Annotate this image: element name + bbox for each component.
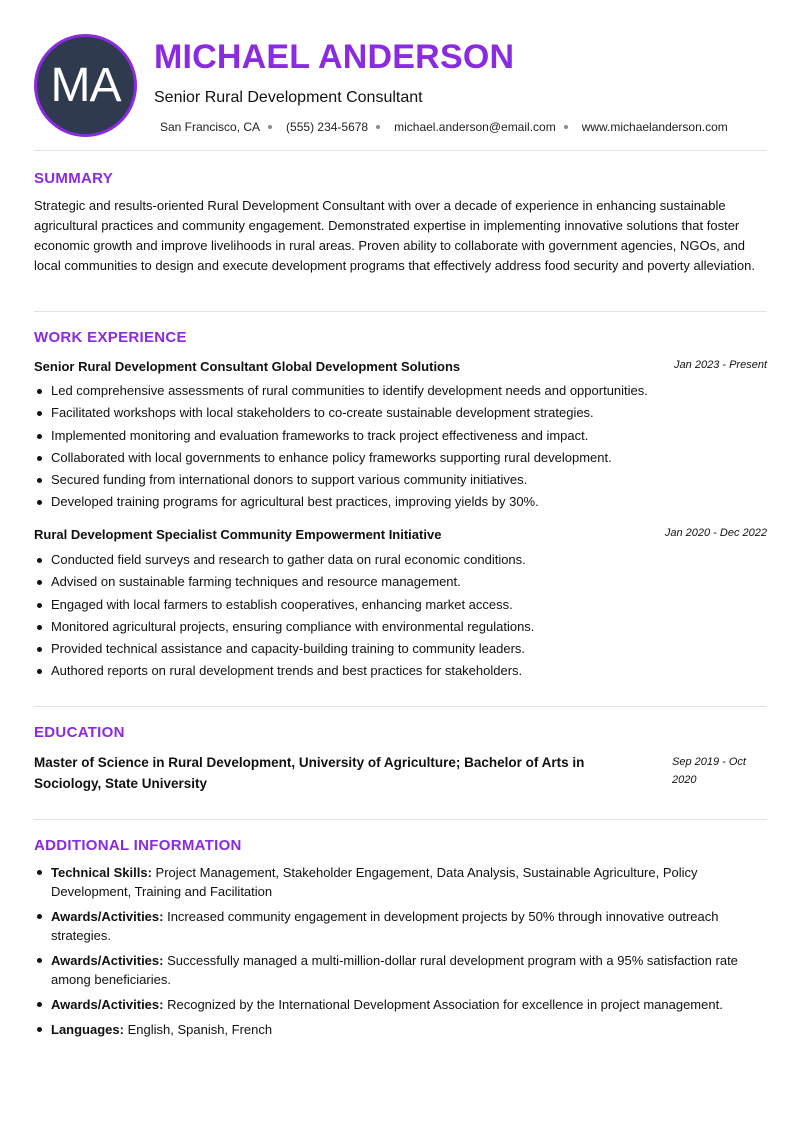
additional-list [34,863,767,1045]
item-label: Awards/Activities: [51,909,164,924]
experience-heading: WORK EXPERIENCE [34,329,187,346]
list-item: Implemented monitoring and evaluation frameworks to track project effectiveness and impact. [34,425,767,447]
contact-email: michael.anderson@email.com [394,120,556,134]
education-heading: EDUCATION [34,724,125,741]
candidate-title: Senior Rural Development Consultant [154,89,423,106]
list-item [34,863,767,901]
job-date: Jan 2023 - Present [674,359,767,371]
item-label: Awards/Activities: [51,953,164,968]
item-text: English, Spanish, French [127,1022,273,1037]
education-date: Sep 2019 - Oct 2020 [672,756,746,786]
summary-heading: SUMMARY [34,170,114,187]
separator-dot [564,125,568,129]
job-header [34,526,767,544]
list-item: Collaborated with local governments to enhance policy frameworks supporting rural development. [34,447,767,469]
contact-location: San Francisco, CA [160,120,261,134]
list-item: Authored reports on rural development trends and best practices for stakeholders. [34,660,767,682]
job-date: Jan 2020 - Dec 2022 [664,527,767,539]
summary-text: Strategic and results-oriented Rural Development Consultant with over a decade of experience in enhancing sustainable agricultural practices and community engagement. Demonstrated expertise in implementing innovative solutions that foster economic growth and improve livelihoods in rural areas. Proven ability to collaborate with government agencies, NGOs, and local communities to design and execute development programs that effectively address food security and poverty alleviation. [34,198,755,273]
list-item: Provided technical assistance and capacity-building training to community leaders. [34,638,767,660]
list-item: Led comprehensive assessments of rural communities to identify development needs and opportunities. [34,380,767,402]
section-divider [34,311,767,312]
item-text: Project Management, Stakeholder Engagement, Data Analysis, Sustainable Agriculture, Policy Development, Training and Facilitation [51,865,698,899]
item-text: Successfully managed a multi-million-dollar rural development program with a 95% satisfaction rate among beneficiaries. [51,953,738,987]
contact-phone: (555) 234-5678 [286,120,369,134]
list-item [34,907,767,945]
list-item [34,995,767,1014]
item-text: Increased community engagement in development projects by 50% through innovative outreach strategies. [51,909,719,943]
item-text: Recognized by the International Development Association for excellence in project management. [167,997,723,1012]
candidate-name: MICHAEL ANDERSON [154,38,515,76]
list-item: Secured funding from international donors to support various community initiatives. [34,469,767,491]
list-item: Facilitated workshops with local stakeholders to co-create sustainable development strategies. [34,402,767,424]
list-item: Engaged with local farmers to establish cooperatives, enhancing market access. [34,594,767,616]
list-item: Developed training programs for agricultural best practices, improving yields by 30%. [34,491,767,513]
section-divider [34,150,767,151]
contact-website: www.michaelanderson.com [581,120,728,134]
item-label: Awards/Activities: [51,997,164,1012]
contact-line [160,120,728,134]
avatar [34,34,137,137]
job-role: Senior Rural Development Consultant Global Development Solutions [34,359,461,374]
section-divider [34,819,767,820]
item-label: Technical Skills: [51,865,152,880]
list-item: Conducted field surveys and research to gather data on rural economic conditions. [34,549,767,571]
job-header [34,358,767,376]
education-degree: Master of Science in Rural Development, University of Agriculture; Bachelor of Arts in Sociology, State University [34,755,585,791]
job-bullets [34,380,767,514]
section-divider [34,706,767,707]
item-label: Languages: [51,1022,124,1037]
resume-header [34,34,767,138]
list-item [34,1020,767,1039]
job-bullets [34,549,767,683]
additional-heading: ADDITIONAL INFORMATION [34,837,242,854]
list-item: Advised on sustainable farming techniques and resource management. [34,571,767,593]
separator-dot [376,125,380,129]
list-item [34,951,767,989]
job-role: Rural Development Specialist Community Empowerment Initiative [34,527,442,542]
avatar-initials: MA [50,59,121,112]
separator-dot [268,125,272,129]
list-item: Monitored agricultural projects, ensuring compliance with environmental regulations. [34,616,767,638]
